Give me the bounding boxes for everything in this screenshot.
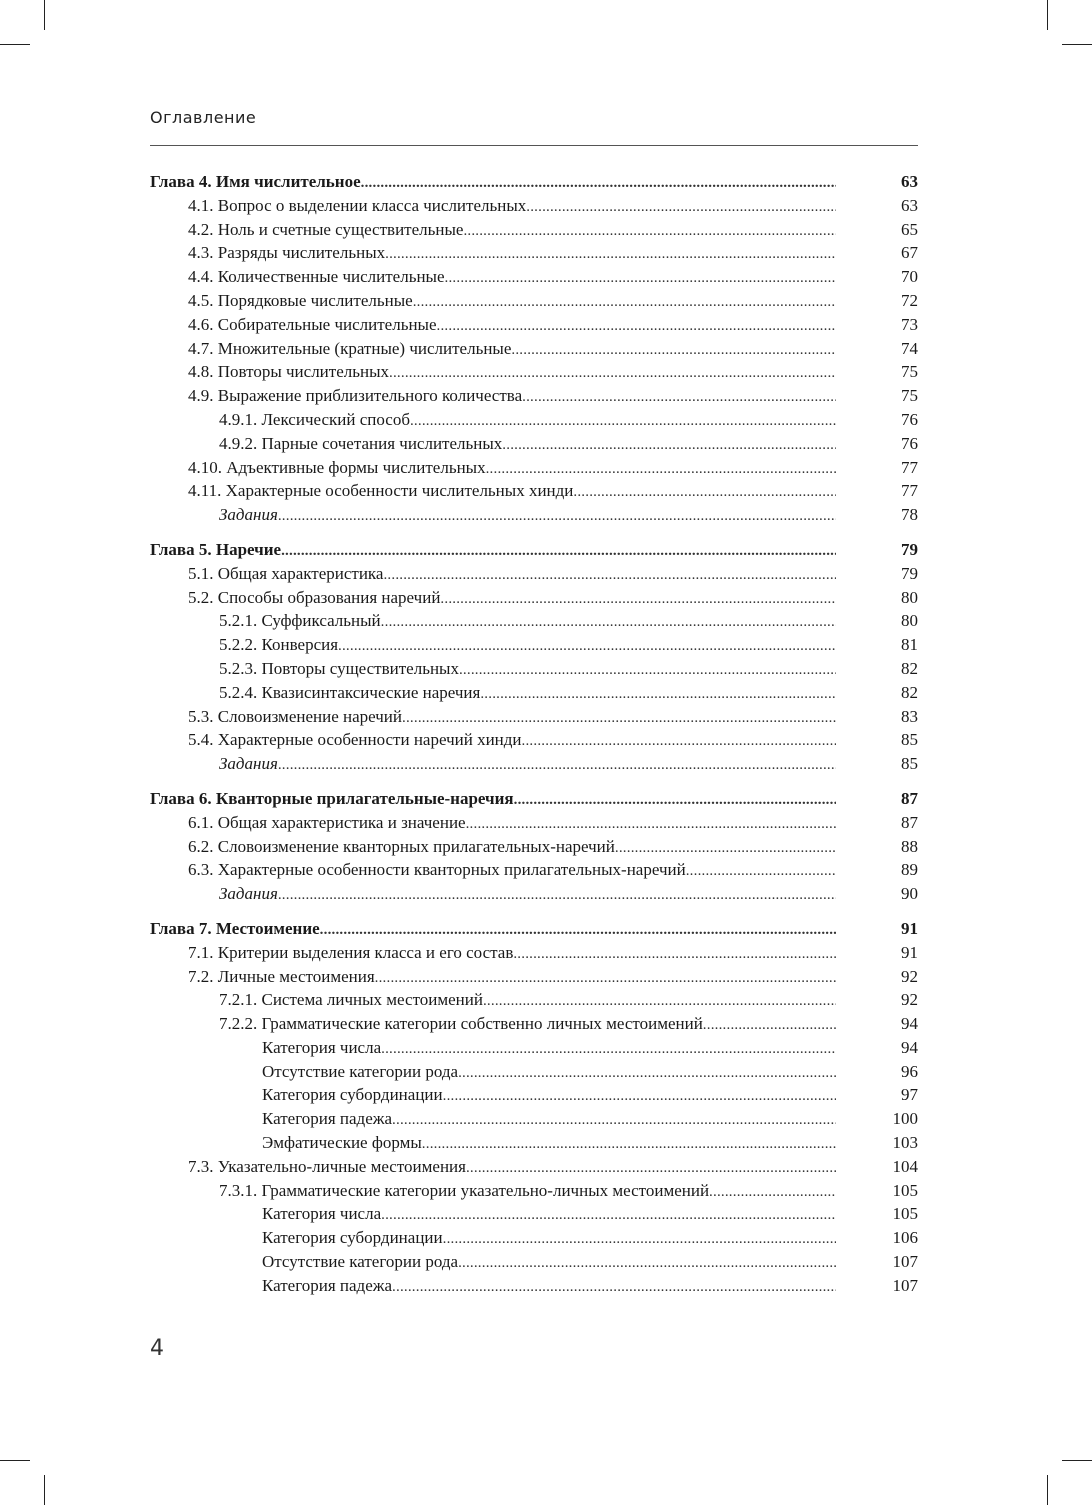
dot-leader [522,730,836,754]
dot-leader [526,196,836,220]
dot-leader [463,220,836,244]
toc-entry-title: 4.11. Характерные особенности числительных хинди [188,481,574,501]
toc-entry-title: 6.3. Характерные особенности кванторных прилагательных-наречий [188,860,686,880]
toc-entry[interactable] [150,882,918,906]
toc-entry[interactable] [150,479,918,503]
toc-entry-leader [219,681,836,707]
toc-entry-page: 91 [901,942,918,962]
toc-entry[interactable] [150,384,918,408]
toc-entry-title: Категория числа [262,1204,382,1224]
toc-entry-leader [219,432,836,458]
toc-entry-leader [188,265,836,291]
dot-leader [483,990,836,1014]
toc-entry-leader [219,882,836,908]
toc-entry-leader [219,503,836,529]
toc-chapter-entry[interactable] [150,787,918,811]
toc-entry[interactable] [150,503,918,527]
toc-entry[interactable] [150,313,918,337]
toc-entry-page: 100 [892,1109,918,1129]
toc-entry-leader [150,538,836,564]
dot-leader [381,611,836,635]
toc-entry[interactable] [150,1012,918,1036]
dot-leader [522,386,836,410]
toc-entry-leader [262,1250,836,1276]
toc-entry[interactable] [150,681,918,705]
toc-entry-title: 6.2. Словоизменение кванторных прилагательных-наречий [188,836,615,856]
toc-entry-title: 5.2.4. Квазисинтаксические наречия [219,682,481,702]
dot-leader [686,860,836,884]
toc-entry-page: 65 [901,219,918,239]
toc-entry[interactable] [150,728,918,752]
toc-entry[interactable] [150,1107,918,1131]
dot-leader [513,943,836,967]
toc-entry-page: 87 [901,788,918,808]
toc-entry[interactable] [150,194,918,218]
toc-entry[interactable] [150,1274,918,1298]
toc-entry[interactable] [150,835,918,859]
toc-section [150,170,918,527]
toc-entry-page: 92 [901,990,918,1010]
dot-leader [502,434,836,458]
toc-entry[interactable] [150,811,918,835]
toc-entry-page: 94 [901,1014,918,1034]
dot-leader [385,243,836,267]
dot-leader [413,291,836,315]
toc-entry-page: 105 [892,1204,918,1224]
toc-entry-page: 79 [901,563,918,583]
toc-entry-page: 87 [901,812,918,832]
toc-entry-title: 7.2. Личные местоимения [188,966,375,986]
toc-entry-page: 63 [901,195,918,215]
toc-entry-page: 85 [901,754,918,774]
page-number: 4 [150,1336,164,1361]
toc-entry[interactable] [150,633,918,657]
toc-entry[interactable] [150,858,918,882]
toc-entry-page: 76 [901,433,918,453]
toc-entry-leader [188,562,836,588]
toc-entry-leader [219,657,836,683]
toc-entry-page: 107 [892,1275,918,1295]
toc-entry-page: 105 [892,1180,918,1200]
toc-entry-title: Категория числа [262,1037,382,1057]
toc-entry-title: 4.6. Собирательные числительные [188,314,437,334]
toc-entry-title: 4.9. Выражение приблизительного количества [188,386,523,406]
toc-entry-page: 94 [901,1037,918,1057]
toc-entry[interactable] [150,562,918,586]
toc-entry-title: 4.7. Множительные (кратные) числительные [188,338,512,358]
crop-mark [1047,1475,1048,1505]
toc-entry-title: Задания [219,505,278,525]
dot-leader [392,1109,836,1133]
toc-entry[interactable] [150,941,918,965]
crop-mark [0,1460,30,1461]
toc-entry-leader [219,408,836,434]
dot-leader [514,789,836,813]
toc-entry-title: 4.3. Разряды числительных [188,243,386,263]
toc-entry-title: 4.9.2. Парные сочетания числительных [219,433,503,453]
dot-leader [281,540,836,564]
dot-leader [392,1276,836,1300]
toc-entry-leader [188,835,836,861]
toc-entry-page: 75 [901,386,918,406]
dot-leader [361,172,836,196]
toc-entry-leader [188,289,836,315]
dot-leader [458,1252,836,1276]
toc-entry-leader [188,858,836,884]
dot-leader [466,813,836,837]
toc-entry-title: Категория субординации [262,1228,443,1248]
toc-entry-title: 4.9.1. Лексический способ [219,409,410,429]
toc-entry-page: 83 [901,706,918,726]
toc-entry[interactable] [150,1202,918,1226]
toc-entry-title: Категория субординации [262,1085,443,1105]
toc-entry-leader [262,1107,836,1133]
dot-leader [573,481,836,505]
toc-entry[interactable] [150,657,918,681]
toc-entry[interactable] [150,965,918,989]
toc-entry-page: 78 [901,505,918,525]
dot-leader [389,362,836,386]
dot-leader [458,1062,836,1086]
toc-entry-page: 106 [892,1228,918,1248]
toc-entry-leader [188,811,836,837]
toc-entry-title: Категория падежа [262,1275,393,1295]
toc-entry-page: 76 [901,409,918,429]
toc-entry-leader [188,194,836,220]
toc-entry[interactable] [150,265,918,289]
dot-leader [381,1038,836,1062]
crop-mark [44,1475,45,1505]
toc-entry-title: 6.1. Общая характеристика и значение [188,812,466,832]
toc-section [150,538,918,776]
toc-entry-page: 89 [901,860,918,880]
crop-mark [0,44,30,45]
dot-leader [511,339,836,363]
toc-entry-page: 72 [901,290,918,310]
toc-chapter-entry[interactable] [150,917,918,941]
toc-entry-title: 4.10. Адъективные формы числительных [188,457,486,477]
dot-leader [278,884,836,908]
toc-entry-page: 77 [901,457,918,477]
toc-entry-page: 73 [901,314,918,334]
toc-entry-title: Задания [219,754,278,774]
toc-entry-title: Глава 6. Кванторные прилагательные-наречия [150,788,514,808]
toc-entry-page: 88 [901,836,918,856]
toc-entry-page: 97 [901,1085,918,1105]
dot-leader [709,1181,836,1205]
toc-entry-leader [188,456,836,482]
dot-leader [459,659,836,683]
toc-entry-title: Эмфатические формы [262,1133,422,1153]
toc-entry-leader [262,1083,836,1109]
toc-entry-leader [188,965,836,991]
toc-entry[interactable] [150,289,918,313]
toc-entry-title: Глава 7. Местоимение [150,918,320,938]
toc-entry[interactable] [150,432,918,456]
toc-entry-page: 75 [901,362,918,382]
dot-leader [320,919,836,943]
dot-leader [615,837,836,861]
toc-entry-title: 5.2.1. Суффиксальный [219,611,381,631]
toc-entry-page: 80 [901,611,918,631]
crop-mark [1062,44,1092,45]
toc-entry-title: 5.2. Способы образования наречий [188,587,441,607]
toc-section [150,917,918,1298]
toc-entry[interactable] [150,337,918,361]
toc-entry-title: Отсутствие категории рода [262,1061,459,1081]
toc-entry-leader [188,586,836,612]
toc-entry-title: Отсутствие категории рода [262,1252,459,1272]
toc-entry[interactable] [150,1250,918,1274]
dot-leader [445,267,836,291]
crop-mark [1047,0,1048,30]
dot-leader [443,1085,836,1109]
toc-entry-leader [188,360,836,386]
toc-entry-page: 82 [901,682,918,702]
toc-entry-title: 4.2. Ноль и счетные существительные [188,219,464,239]
toc-entry-leader [262,1036,836,1062]
toc-entry-leader [219,988,836,1014]
toc-entry[interactable] [150,1036,918,1060]
toc-entry-page: 92 [901,966,918,986]
toc-entry-page: 70 [901,267,918,287]
toc-entry-leader [262,1131,836,1157]
toc-entry[interactable] [150,586,918,610]
dot-leader [437,315,836,339]
toc-entry-title: 5.1. Общая характеристика [188,563,384,583]
toc-entry-page: 107 [892,1252,918,1272]
dot-leader [402,707,836,731]
toc-entry-leader [150,170,836,196]
dot-leader [375,967,836,991]
toc-entry-leader [219,633,836,659]
toc-entry-page: 67 [901,243,918,263]
toc-entry-title: 4.4. Количественные числительные [188,267,445,287]
toc-entry[interactable] [150,1179,918,1203]
toc-entry-leader [219,1179,836,1205]
toc-entry[interactable] [150,408,918,432]
toc-entry-page: 77 [901,481,918,501]
dot-leader [466,1157,836,1181]
toc-entry-leader [262,1274,836,1300]
toc-entry[interactable] [150,705,918,729]
toc-entry-leader [188,218,836,244]
toc-chapter-entry[interactable] [150,538,918,562]
toc-entry-title: Глава 5. Наречие [150,539,282,559]
toc-entry-leader [188,313,836,339]
dot-leader [480,683,836,707]
toc-entry-leader [219,752,836,778]
toc-entry-title: 5.2.3. Повторы существительных [219,658,459,678]
crop-mark [1062,1460,1092,1461]
crop-mark [44,0,45,30]
toc-entry[interactable] [150,1226,918,1250]
toc-entry[interactable] [150,1155,918,1179]
dot-leader [278,505,836,529]
toc-entry-leader [188,1155,836,1181]
dot-leader [486,458,836,482]
toc-entry-leader [262,1226,836,1252]
dot-leader [440,588,836,612]
toc-entry-page: 85 [901,730,918,750]
toc-entry-leader [188,705,836,731]
toc-entry-title: Задания [219,884,278,904]
toc-entry-leader [188,728,836,754]
toc-entry-title: Категория падежа [262,1109,393,1129]
toc-entry-title: 7.1. Критерии выделения класса и его состав [188,942,514,962]
toc-entry-page: 81 [901,635,918,655]
toc-entry[interactable] [150,456,918,480]
toc-entry-title: 5.4. Характерные особенности наречий хинди [188,730,522,750]
toc-entry-page: 80 [901,587,918,607]
toc-section [150,787,918,906]
toc-entry-title: 7.3. Указательно-личные местоимения [188,1156,466,1176]
toc-entry-title: 5.2.2. Конверсия [219,635,339,655]
toc-entry-title: 4.5. Порядковые числительные [188,290,413,310]
toc-entry-page: 63 [901,172,918,191]
toc-entry[interactable] [150,609,918,633]
toc-entry-title: 7.3.1. Грамматические категории указательно-личных местоимений [219,1180,710,1200]
toc-entry[interactable] [150,1060,918,1084]
toc-entry[interactable] [150,218,918,242]
toc-entry-page: 90 [901,884,918,904]
dot-leader [443,1228,836,1252]
toc-entry-page: 79 [901,539,918,559]
header-rule [150,145,918,146]
toc-entry-leader [219,609,836,635]
dot-leader [410,410,836,434]
toc-entry-leader [188,941,836,967]
toc-entry[interactable] [150,1131,918,1155]
toc-entry-title: 7.2.2. Грамматические категории собственно личных местоимений [219,1014,703,1034]
toc-entry-leader [188,479,836,505]
toc-entry-leader [262,1202,836,1228]
toc-entry-page: 103 [892,1133,918,1153]
toc-entry-title: Глава 4. Имя числительное [150,172,361,191]
dot-leader [278,754,836,778]
running-header: Оглавление [150,108,257,127]
dot-leader [383,564,836,588]
toc-entry-leader [188,337,836,363]
toc-entry-title: 4.1. Вопрос о выделении класса числительных [188,195,527,215]
table-of-contents [150,170,918,1309]
toc-entry-title: 4.8. Повторы числительных [188,362,390,382]
toc-entry-leader [188,241,836,267]
toc-entry-page: 96 [901,1061,918,1081]
toc-entry-leader [150,917,836,943]
dot-leader [338,635,836,659]
toc-entry[interactable] [150,241,918,265]
toc-entry[interactable] [150,360,918,384]
toc-entry-title: 5.3. Словоизменение наречий [188,706,403,726]
dot-leader [381,1204,836,1228]
dot-leader [703,1014,836,1038]
toc-entry-title: 7.2.1. Система личных местоимений [219,990,483,1010]
toc-entry-page: 91 [901,918,918,938]
toc-entry[interactable] [150,988,918,1012]
toc-entry-leader [219,1012,836,1038]
toc-entry-page: 74 [901,338,918,358]
toc-entry[interactable] [150,752,918,776]
dot-leader [422,1133,836,1157]
toc-entry-page: 82 [901,658,918,678]
toc-entry-leader [262,1060,836,1086]
toc-entry[interactable] [150,1083,918,1107]
toc-entry-leader [150,787,836,813]
toc-entry-page: 104 [892,1156,918,1176]
toc-chapter-entry[interactable] [150,170,918,194]
toc-entry-leader [188,384,836,410]
